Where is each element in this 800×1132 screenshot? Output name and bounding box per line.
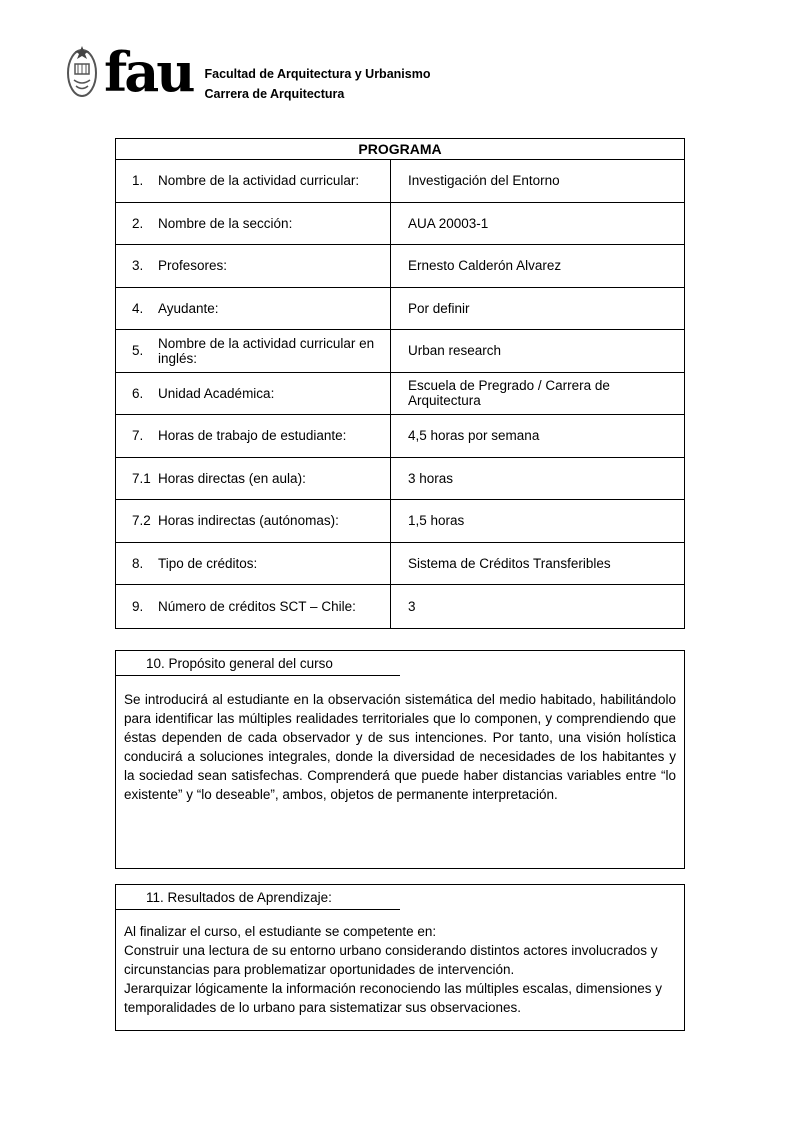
row-label-text: Nombre de la actividad curricular en inglés: bbox=[158, 335, 375, 366]
program-table-title: PROGRAMA bbox=[116, 139, 684, 160]
row-label-text: Horas directas (en aula): bbox=[158, 470, 306, 486]
row-number: 7.2 bbox=[132, 513, 151, 529]
section-11-title: 11. Resultados de Aprendizaje: bbox=[116, 885, 400, 910]
row-number: 7.1 bbox=[132, 470, 151, 486]
row-label-text: Número de créditos SCT – Chile: bbox=[158, 598, 356, 614]
row-label bbox=[116, 585, 390, 628]
row-value: 3 horas bbox=[390, 458, 684, 500]
table-row bbox=[116, 245, 684, 288]
row-number: 3. bbox=[132, 258, 144, 274]
row-label bbox=[116, 245, 390, 287]
row-number: 5. bbox=[132, 343, 144, 359]
fau-logotype: fau bbox=[104, 40, 193, 104]
section-resultados-aprendizaje bbox=[115, 884, 685, 1031]
section-11-line: Construir una lectura de su entorno urbano considerando distintos actores involucrados y circunstancias para problematizar oportunidades de intervención. bbox=[124, 943, 658, 977]
row-label bbox=[116, 203, 390, 245]
row-value: 3 bbox=[390, 585, 684, 628]
row-label-text: Horas de trabajo de estudiante: bbox=[158, 428, 347, 444]
table-row bbox=[116, 373, 684, 416]
row-value: AUA 20003-1 bbox=[390, 203, 684, 245]
table-row bbox=[116, 160, 684, 203]
table-row bbox=[116, 543, 684, 586]
program-table bbox=[115, 138, 685, 629]
row-value: Ernesto Calderón Alvarez bbox=[390, 245, 684, 287]
document-header bbox=[64, 42, 430, 104]
row-label-text: Unidad Académica: bbox=[158, 385, 275, 401]
table-row bbox=[116, 500, 684, 543]
row-value: Investigación del Entorno bbox=[390, 160, 684, 202]
section-proposito-general bbox=[115, 650, 685, 869]
section-11-line: Jerarquizar lógicamente la información reconociendo las múltiples escalas, dimensiones y temporalidades de lo urbano para sistematizar sus observaciones. bbox=[124, 981, 663, 1015]
row-number: 6. bbox=[132, 385, 144, 401]
row-number: 9. bbox=[132, 598, 144, 614]
row-label bbox=[116, 373, 390, 415]
table-row bbox=[116, 415, 684, 458]
table-row bbox=[116, 585, 684, 628]
row-label-text: Horas indirectas (autónomas): bbox=[158, 513, 339, 529]
table-row bbox=[116, 203, 684, 246]
section-11-line: Al finalizar el curso, el estudiante se competente en: bbox=[124, 924, 437, 939]
row-number: 7. bbox=[132, 428, 144, 444]
row-label-text: Tipo de créditos: bbox=[158, 555, 258, 571]
row-value: 1,5 horas bbox=[390, 500, 684, 542]
row-value: Por definir bbox=[390, 288, 684, 330]
career-name: Carrera de Arquitectura bbox=[204, 87, 345, 101]
row-label bbox=[116, 330, 390, 372]
table-row bbox=[116, 288, 684, 331]
row-label bbox=[116, 500, 390, 542]
row-number: 8. bbox=[132, 555, 144, 571]
section-10-title: 10. Propósito general del curso bbox=[116, 651, 400, 676]
row-label-text: Profesores: bbox=[158, 258, 228, 274]
section-10-body: Se introducirá al estudiante en la observación sistemática del medio habitado, habilitándolo para identificar las múltiples realidades territoriales que lo componen, y comprendiendo que éstas dependen de cada observador y de sus intenciones. Por tanto, una visión holística conducirá a soluciones integrales, donde la diversidad de necesidades de los habitantes y la sociedad sean satisfechas. Comprenderá que puede haber distancias variables entre “lo existente” y “lo deseable”, ambos, objetos de permanente interpretación. bbox=[124, 692, 676, 802]
row-value: Sistema de Créditos Transferibles bbox=[390, 543, 684, 585]
row-label-text: Nombre de la actividad curricular: bbox=[158, 173, 360, 189]
row-label bbox=[116, 160, 390, 202]
row-number: 2. bbox=[132, 215, 144, 231]
table-row bbox=[116, 330, 684, 373]
row-label-text: Nombre de la sección: bbox=[158, 215, 293, 231]
university-crest-logo bbox=[64, 42, 100, 100]
row-value: Escuela de Pregrado / Carrera de Arquitectura bbox=[390, 373, 684, 415]
row-label bbox=[116, 458, 390, 500]
table-row bbox=[116, 458, 684, 501]
row-number: 1. bbox=[132, 173, 144, 189]
row-label bbox=[116, 288, 390, 330]
row-label bbox=[116, 415, 390, 457]
row-number: 4. bbox=[132, 300, 144, 316]
section-11-body bbox=[116, 910, 684, 1017]
header-text bbox=[204, 42, 430, 104]
row-value: Urban research bbox=[390, 330, 684, 372]
faculty-name: Facultad de Arquitectura y Urbanismo bbox=[204, 67, 431, 81]
row-label-text: Ayudante: bbox=[158, 300, 219, 316]
row-label bbox=[116, 543, 390, 585]
row-value: 4,5 horas por semana bbox=[390, 415, 684, 457]
